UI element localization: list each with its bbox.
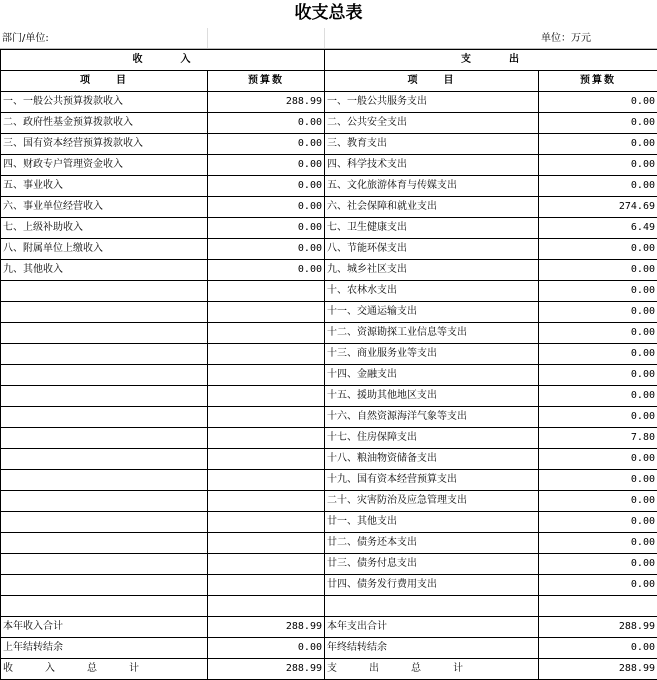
income-item-cell: 二、政府性基金预算拨款收入	[1, 113, 208, 134]
budget-summary-table	[0, 49, 657, 680]
income-value-cell	[208, 533, 325, 554]
table-row	[1, 134, 657, 155]
income-item-cell: 三、国有资本经营预算拨款收入	[1, 134, 208, 155]
expense-value-cell: 0.00	[539, 491, 657, 512]
expense-value-cell: 0.00	[539, 407, 657, 428]
income-item-cell	[1, 386, 208, 407]
income-value-cell: 0.00	[208, 134, 325, 155]
table-row	[1, 365, 657, 386]
expense-item-cell: 廿二、债务还本支出	[325, 533, 539, 554]
income-value-cell	[208, 596, 325, 617]
income-total-label	[1, 659, 208, 680]
income-total-label-char: 计	[129, 659, 141, 679]
income-item-cell	[1, 575, 208, 596]
expense-value-cell: 0.00	[539, 575, 657, 596]
expense-value-cell: 0.00	[539, 323, 657, 344]
expense-item-cell: 八、节能环保支出	[325, 239, 539, 260]
table-row	[1, 239, 657, 260]
expense-value-cell: 0.00	[539, 638, 657, 659]
income-value-cell: 288.99	[208, 92, 325, 113]
income-value-cell	[208, 407, 325, 428]
table-row	[1, 554, 657, 575]
income-value-cell	[208, 323, 325, 344]
income-item-cell	[1, 596, 208, 617]
expense-value-cell: 0.00	[539, 449, 657, 470]
expense-item-cell: 十五、援助其他地区支出	[325, 386, 539, 407]
expense-value-cell: 0.00	[539, 365, 657, 386]
expense-value-cell: 0.00	[539, 470, 657, 491]
expense-value-cell: 0.00	[539, 302, 657, 323]
income-item-cell	[1, 512, 208, 533]
expense-item-cell: 廿四、债务发行费用支出	[325, 575, 539, 596]
income-value-cell	[208, 344, 325, 365]
table-row	[1, 281, 657, 302]
income-value-cell	[208, 491, 325, 512]
income-item-cell	[1, 281, 208, 302]
expense-total-label-char: 支	[327, 659, 369, 679]
expense-item-cell: 六、社会保障和就业支出	[325, 197, 539, 218]
expense-item-cell: 十三、商业服务业等支出	[325, 344, 539, 365]
grand-total-row	[1, 659, 657, 680]
expense-value-cell	[539, 596, 657, 617]
expense-item-cell: 十、农林水支出	[325, 281, 539, 302]
table-row	[1, 155, 657, 176]
expense-value-cell: 0.00	[539, 386, 657, 407]
table-row	[1, 323, 657, 344]
expense-value-cell: 0.00	[539, 512, 657, 533]
income-total-label-char: 总	[87, 659, 129, 679]
expense-item-cell: 四、科学技术支出	[325, 155, 539, 176]
income-value-cell: 0.00	[208, 239, 325, 260]
income-header: 收 入	[1, 50, 325, 71]
table-row	[1, 638, 657, 659]
income-value-cell	[208, 554, 325, 575]
income-item-header: 项 目	[1, 71, 208, 92]
table-row	[1, 491, 657, 512]
income-value-cell: 0.00	[208, 176, 325, 197]
income-value-cell: 0.00	[208, 260, 325, 281]
expense-value-cell: 7.80	[539, 428, 657, 449]
expense-item-cell: 十九、国有资本经营预算支出	[325, 470, 539, 491]
table-row	[1, 575, 657, 596]
expense-item-cell: 九、城乡社区支出	[325, 260, 539, 281]
income-item-cell	[1, 449, 208, 470]
table-row	[1, 197, 657, 218]
income-value-cell: 0.00	[208, 197, 325, 218]
expense-item-cell: 廿三、债务付息支出	[325, 554, 539, 575]
income-item-cell	[1, 428, 208, 449]
table-row	[1, 533, 657, 554]
expense-item-cell: 十一、交通运输支出	[325, 302, 539, 323]
table-row	[1, 407, 657, 428]
income-value-cell	[208, 449, 325, 470]
income-value-cell	[208, 365, 325, 386]
income-item-cell	[1, 470, 208, 491]
expense-value-cell: 0.00	[539, 281, 657, 302]
table-row	[1, 176, 657, 197]
expense-total-label	[325, 659, 539, 680]
expense-item-cell: 十八、粮油物资储备支出	[325, 449, 539, 470]
income-item-cell: 四、财政专户管理资金收入	[1, 155, 208, 176]
expense-item-cell: 十二、资源勘探工业信息等支出	[325, 323, 539, 344]
section-header-row	[1, 50, 657, 71]
income-item-cell	[1, 323, 208, 344]
expense-item-cell	[325, 596, 539, 617]
expense-item-cell: 二、公共安全支出	[325, 113, 539, 134]
table-row	[1, 470, 657, 491]
table-row	[1, 386, 657, 407]
expense-value-cell: 274.69	[539, 197, 657, 218]
income-value-cell	[208, 302, 325, 323]
income-item-cell: 七、上级补助收入	[1, 218, 208, 239]
table-row	[1, 302, 657, 323]
expense-value-cell: 6.49	[539, 218, 657, 239]
income-value-cell	[208, 386, 325, 407]
income-item-cell: 上年结转结余	[1, 638, 208, 659]
income-value-cell	[208, 281, 325, 302]
expense-budget-header: 预算数	[539, 71, 657, 92]
expense-value-cell: 0.00	[539, 260, 657, 281]
income-total-value: 288.99	[208, 659, 325, 680]
income-item-cell: 八、附属单位上缴收入	[1, 239, 208, 260]
expense-item-cell: 一、一般公共服务支出	[325, 92, 539, 113]
table-row	[1, 92, 657, 113]
table-row	[1, 512, 657, 533]
table-row	[1, 596, 657, 617]
income-value-cell: 0.00	[208, 218, 325, 239]
table-row	[1, 428, 657, 449]
income-value-cell	[208, 470, 325, 491]
expense-item-cell: 五、文化旅游体育与传媒支出	[325, 176, 539, 197]
expense-value-cell: 0.00	[539, 176, 657, 197]
table-row	[1, 344, 657, 365]
income-value-cell: 0.00	[208, 155, 325, 176]
income-value-cell	[208, 512, 325, 533]
page-title: 收支总表	[0, 0, 657, 28]
column-header-row	[1, 71, 657, 92]
income-value-cell: 288.99	[208, 617, 325, 638]
grid-divider	[324, 28, 325, 48]
income-item-cell	[1, 302, 208, 323]
income-item-cell: 六、事业单位经营收入	[1, 197, 208, 218]
income-item-cell	[1, 365, 208, 386]
income-item-cell: 本年收入合计	[1, 617, 208, 638]
income-item-cell	[1, 407, 208, 428]
expense-item-cell: 十四、金融支出	[325, 365, 539, 386]
income-value-cell: 0.00	[208, 113, 325, 134]
grid-divider	[207, 28, 208, 48]
unit-label: 单位：万元	[541, 28, 591, 49]
table-row	[1, 218, 657, 239]
expense-total-label-char: 总	[411, 659, 453, 679]
income-item-cell: 九、其他收入	[1, 260, 208, 281]
income-item-cell	[1, 554, 208, 575]
income-item-cell	[1, 533, 208, 554]
income-budget-header: 预算数	[208, 71, 325, 92]
expense-total-value: 288.99	[539, 659, 657, 680]
expense-value-cell: 0.00	[539, 554, 657, 575]
income-item-cell: 一、一般公共预算拨款收入	[1, 92, 208, 113]
income-value-cell	[208, 428, 325, 449]
income-value-cell	[208, 575, 325, 596]
income-total-label-char: 入	[45, 659, 87, 679]
department-label: 部门/单位:	[2, 28, 49, 49]
income-total-label-char: 收	[3, 659, 45, 679]
expense-item-cell: 二十、灾害防治及应急管理支出	[325, 491, 539, 512]
table-row	[1, 449, 657, 470]
expense-item-cell: 本年支出合计	[325, 617, 539, 638]
expense-item-cell: 廿一、其他支出	[325, 512, 539, 533]
expense-item-cell: 年终结转结余	[325, 638, 539, 659]
income-value-cell: 0.00	[208, 638, 325, 659]
expense-value-cell: 0.00	[539, 134, 657, 155]
income-item-cell	[1, 344, 208, 365]
expense-value-cell: 0.00	[539, 239, 657, 260]
table-row	[1, 113, 657, 134]
expense-value-cell: 0.00	[539, 533, 657, 554]
income-item-cell	[1, 491, 208, 512]
table-row	[1, 617, 657, 638]
expense-value-cell: 0.00	[539, 344, 657, 365]
expense-value-cell: 0.00	[539, 92, 657, 113]
expense-header: 支 出	[325, 50, 657, 71]
expense-item-cell: 三、教育支出	[325, 134, 539, 155]
table-row	[1, 260, 657, 281]
expense-item-cell: 十六、自然资源海洋气象等支出	[325, 407, 539, 428]
expense-item-header: 项 目	[325, 71, 539, 92]
expense-total-label-char: 出	[369, 659, 411, 679]
expense-value-cell: 0.00	[539, 155, 657, 176]
expense-item-cell: 十七、住房保障支出	[325, 428, 539, 449]
expense-item-cell: 七、卫生健康支出	[325, 218, 539, 239]
expense-value-cell: 0.00	[539, 113, 657, 134]
income-item-cell: 五、事业收入	[1, 176, 208, 197]
expense-total-label-char: 计	[453, 659, 465, 679]
expense-value-cell: 288.99	[539, 617, 657, 638]
